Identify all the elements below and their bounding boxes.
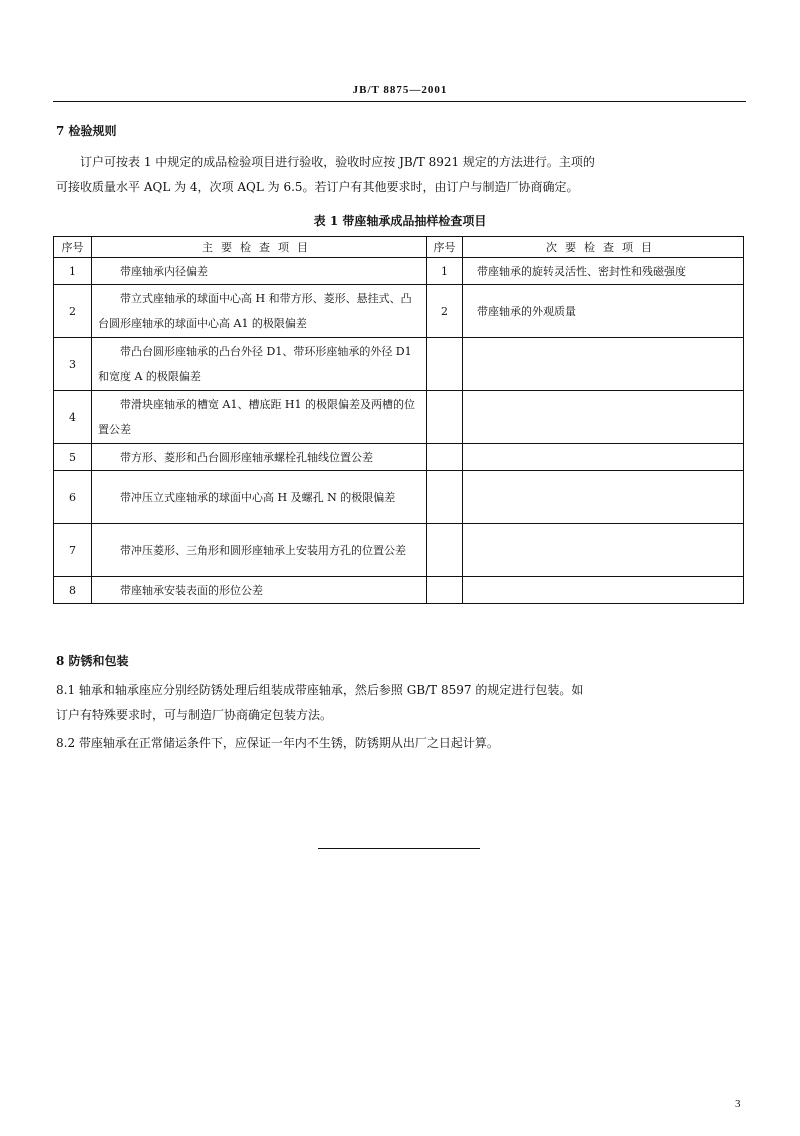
header-no: 序号 bbox=[54, 237, 92, 258]
header-secondary-items: 次要检查项目 bbox=[463, 237, 744, 258]
main-item-text: 带滑块座轴承的槽宽 A1、槽底距 H1 的极限偏差及两槽的位置公差 bbox=[92, 391, 427, 444]
empty-cell bbox=[463, 391, 744, 444]
section-7-para-line1: 订户可按表 1 中规定的成品检验项目进行验收，验收时应按 JB/T 8921 规定的方法进行。主项的 bbox=[80, 155, 595, 169]
header-rule bbox=[53, 101, 746, 102]
empty-cell bbox=[463, 338, 744, 391]
secondary-item-no: 1 bbox=[427, 258, 463, 285]
end-of-standard-rule bbox=[318, 848, 480, 849]
empty-cell bbox=[427, 524, 463, 577]
main-item-text: 带冲压菱形、三角形和圆形座轴承上安装用方孔的位置公差 bbox=[92, 524, 427, 577]
table-row bbox=[54, 471, 744, 524]
table-row bbox=[54, 285, 744, 338]
main-item-no: 2 bbox=[54, 285, 92, 338]
section-7-para-line2: 可接收质量水平 AQL 为 4，次项 AQL 为 6.5。若订户有其他要求时，由订户与制造厂协商确定。 bbox=[56, 180, 579, 194]
main-item-text: 带立式座轴承的球面中心高 H 和带方形、菱形、悬挂式、凸台圆形座轴承的球面中心高 A1 的极限偏差 bbox=[92, 285, 427, 338]
main-item-text: 带座轴承内径偏差 bbox=[92, 258, 427, 285]
main-item-no: 3 bbox=[54, 338, 92, 391]
table-row bbox=[54, 444, 744, 471]
empty-cell bbox=[427, 338, 463, 391]
empty-cell bbox=[427, 391, 463, 444]
header-no-2: 序号 bbox=[427, 237, 463, 258]
section-8-title: 8 防锈和包装 bbox=[56, 654, 129, 668]
empty-cell bbox=[463, 471, 744, 524]
table-row bbox=[54, 577, 744, 604]
table-row bbox=[54, 391, 744, 444]
empty-cell bbox=[463, 444, 744, 471]
main-item-no: 5 bbox=[54, 444, 92, 471]
header-main-items: 主要检查项目 bbox=[92, 237, 427, 258]
table-row bbox=[54, 524, 744, 577]
table-row bbox=[54, 338, 744, 391]
secondary-item-no: 2 bbox=[427, 285, 463, 338]
empty-cell bbox=[463, 524, 744, 577]
section-8-1-line1: 8.1 轴承和轴承座应分别经防锈处理后组装成带座轴承，然后参照 GB/T 8597 的规定进行包装。如 bbox=[56, 683, 584, 697]
table-row bbox=[54, 258, 744, 285]
empty-cell bbox=[427, 471, 463, 524]
main-item-no: 8 bbox=[54, 577, 92, 604]
main-item-no: 4 bbox=[54, 391, 92, 444]
secondary-item-text: 带座轴承的外观质量 bbox=[463, 285, 744, 338]
main-item-text: 带方形、菱形和凸台圆形座轴承螺栓孔轴线位置公差 bbox=[92, 444, 427, 471]
section-7-title: 7 检验规则 bbox=[56, 124, 117, 138]
main-item-text: 带座轴承安装表面的形位公差 bbox=[92, 577, 427, 604]
main-item-no: 1 bbox=[54, 258, 92, 285]
page-number: 3 bbox=[735, 1098, 741, 1110]
standard-code-header: JB/T 8875—2001 bbox=[352, 84, 448, 96]
main-item-text: 带冲压立式座轴承的球面中心高 H 及螺孔 N 的极限偏差 bbox=[92, 471, 427, 524]
section-8-2: 8.2 带座轴承在正常储运条件下，应保证一年内不生锈，防锈期从出厂之日起计算。 bbox=[56, 736, 499, 750]
empty-cell bbox=[427, 444, 463, 471]
table-header-row bbox=[54, 237, 744, 258]
empty-cell bbox=[463, 577, 744, 604]
section-8-1-line2: 订户有特殊要求时，可与制造厂协商确定包装方法。 bbox=[56, 708, 333, 722]
inspection-table bbox=[53, 236, 744, 604]
main-item-no: 6 bbox=[54, 471, 92, 524]
main-item-text: 带凸台圆形座轴承的凸台外径 D1、带环形座轴承的外径 D1 和宽度 A 的极限偏差 bbox=[92, 338, 427, 391]
secondary-item-text: 带座轴承的旋转灵活性、密封性和残磁强度 bbox=[463, 258, 744, 285]
empty-cell bbox=[427, 577, 463, 604]
main-item-no: 7 bbox=[54, 524, 92, 577]
table-caption: 表 1 带座轴承成品抽样检查项目 bbox=[313, 214, 487, 228]
